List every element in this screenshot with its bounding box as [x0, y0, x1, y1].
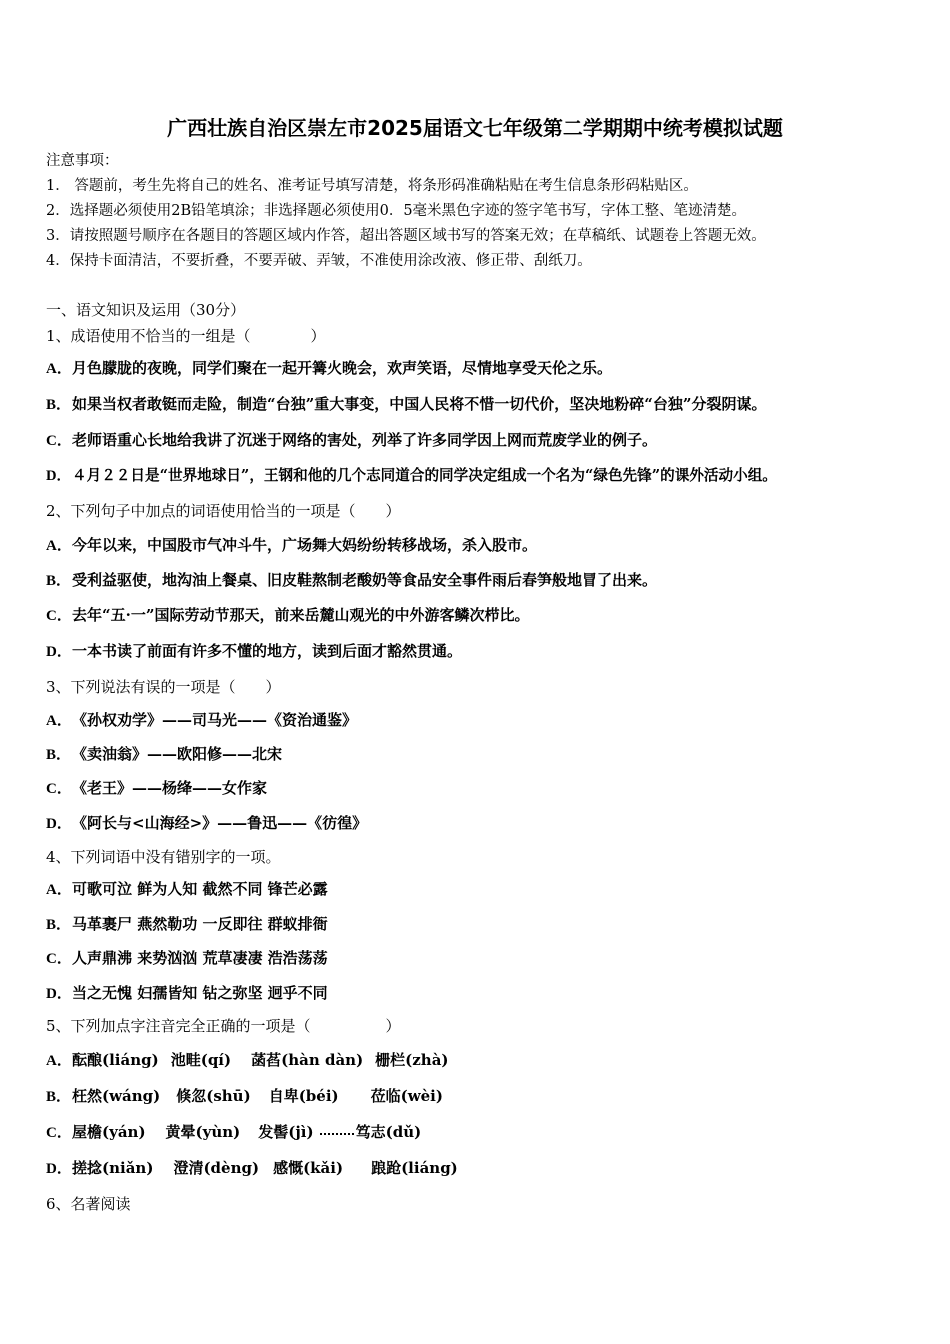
option-c: C．屋檐(yán) 黄晕(yùn) 发髻(jì) 笃志(dǔ): [46, 1123, 422, 1141]
option-d: D．搓捻(niǎn) 澄清(dèng) 感慨(kǎi) 踉跄(liáng): [46, 1159, 458, 1177]
question-stem-2: 2、下列句子中加点的词语使用恰当的一项是（ ）: [46, 502, 401, 520]
option-b: B．枉然(wáng) 倏忽(shū) 自卑(béi) 莅临(wèi): [46, 1087, 443, 1105]
option-a: A．今年以来，中国股市气冲斗牛，广场舞大妈纷纷转移战场，杀入股市。: [46, 536, 538, 554]
notice-item: 1． 答题前，考生先将自己的姓名、准考证号填写清楚，将条形码准确粘贴在考生信息条形码粘贴区。: [46, 178, 698, 194]
option-d: D．一本书读了前面有许多不懂的地方，读到后面才豁然贯通。: [46, 642, 463, 660]
option-c: C．《老王》——杨绛——女作家: [46, 779, 268, 797]
option-d: D．《阿长与<山海经>》——鲁迅——《彷徨》: [46, 814, 368, 832]
notice-item: 2．选择题必须使用2B铅笔填涂；非选择题必须使用0．5毫米黑色字迹的签字笔书写，字体工整、笔迹清楚。: [46, 203, 747, 219]
notice-item: 3．请按照题号顺序在各题目的答题区域内作答，超出答题区域书写的答案无效；在草稿纸、试题卷上答题无效。: [46, 228, 766, 244]
question-stem-5: 5、下列加点字注音完全正确的一项是（ ）: [46, 1017, 401, 1035]
option-c: C．去年“五·一”国际劳动节那天，前来岳麓山观光的中外游客鳞次栉比。: [46, 606, 530, 624]
question-stem-6: 6、名著阅读: [46, 1195, 131, 1213]
question-stem-1: 1、成语使用不恰当的一组是（ ）: [46, 327, 326, 345]
notice-item: 4．保持卡面清洁，不要折叠，不要弄破、弄皱，不准使用涂改液、修正带、刮纸刀。: [46, 253, 592, 269]
option-b: B．受利益驱使，地沟油上餐桌、旧皮鞋熬制老酸奶等食品安全事件雨后春笋般地冒了出来。: [46, 571, 658, 589]
option-d: D．４月２２日是“世界地球日”，王钢和他的几个志同道合的同学决定组成一个名为“绿色先锋”的课外活动小组。: [46, 467, 777, 484]
option-c: C．老师语重心长地给我讲了沉迷于网络的害处，列举了许多同学因上网而荒废学业的例子。: [46, 431, 658, 449]
option-c: C．人声鼎沸 来势汹汹 荒草凄凄 浩浩荡荡: [46, 949, 328, 967]
option-b: B．如果当权者敢铤而走险，制造“台独”重大事变，中国人民将不惜一切代价，坚决地粉碎“台独”分裂阴谋。: [46, 395, 767, 413]
option-a: A．月色朦胧的夜晚，同学们聚在一起开篝火晚会，欢声笑语，尽情地享受天伦之乐。: [46, 359, 613, 377]
option-a: A．酝酿(liáng) 池畦(qí) 菡萏(hàn dàn) 栅栏(zhà): [46, 1051, 449, 1069]
option-b: B．马革裹尸 燕然勒功 一反即往 群蚁排衙: [46, 915, 328, 933]
question-stem-4: 4、下列词语中没有错别字的一项。: [46, 848, 281, 866]
option-a: A．可歌可泣 鲜为人知 截然不同 锋芒必露: [46, 880, 328, 898]
section-heading: 一、语文知识及运用（30分）: [46, 301, 246, 319]
option-b: B．《卖油翁》——欧阳修——北宋: [46, 745, 283, 763]
dotted-underline: [320, 1133, 354, 1135]
option-a: A．《孙权劝学》——司马光——《资治通鉴》: [46, 711, 358, 729]
option-d: D．当之无愧 妇孺皆知 钻之弥坚 迥乎不同: [46, 984, 328, 1002]
notice-heading: 注意事项：: [46, 153, 119, 169]
question-stem-3: 3、下列说法有误的一项是（ ）: [46, 678, 281, 696]
page-title: 广西壮族自治区崇左市2025届语文七年级第二学期期中统考模拟试题: [167, 116, 783, 140]
